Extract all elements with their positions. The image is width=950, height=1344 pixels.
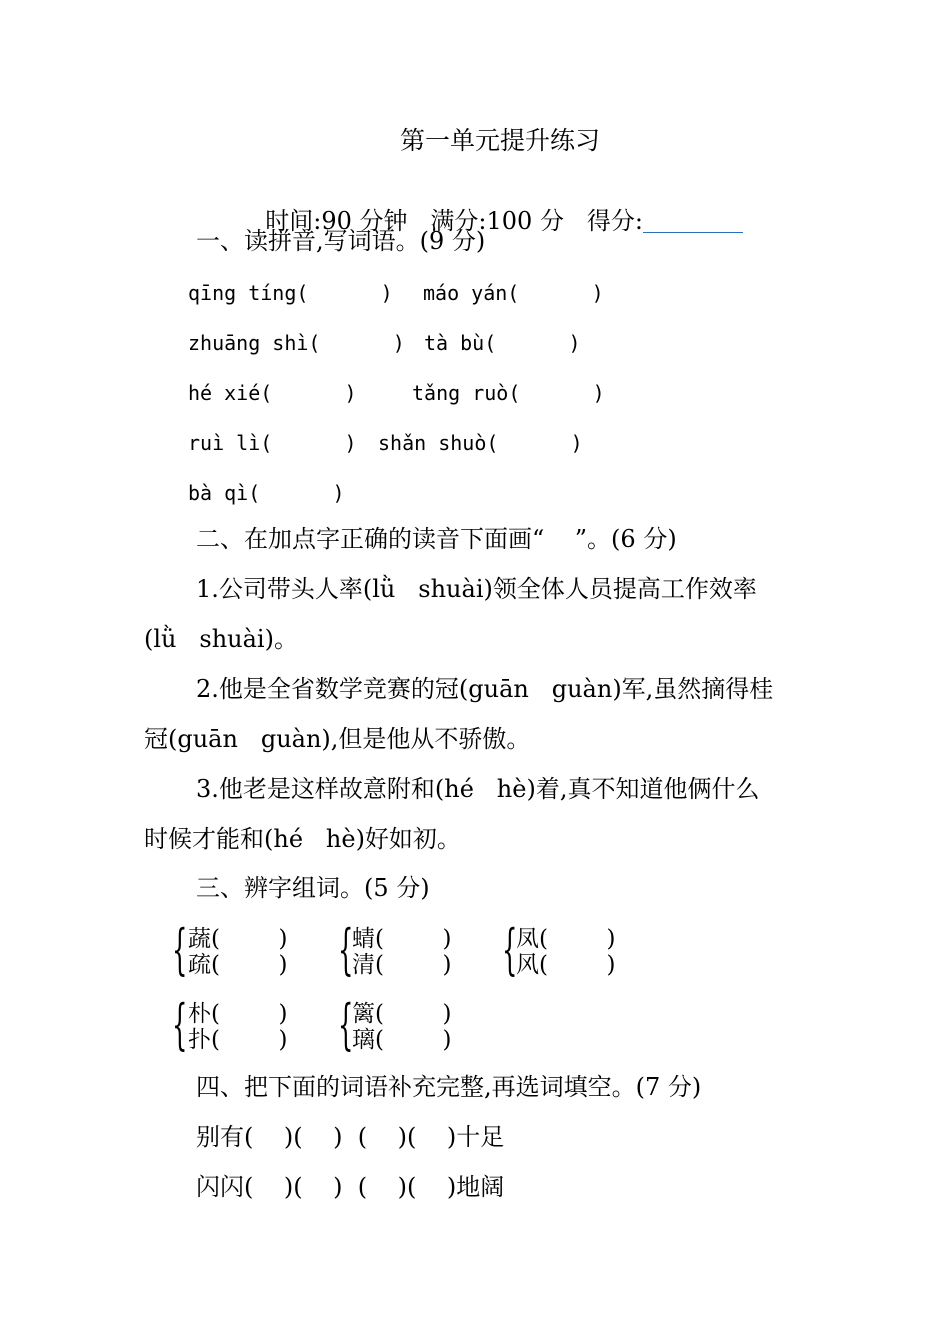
char-item: 风( ) [516,952,616,978]
section-1-heading: 一、读拼音,写词语。(9 分) [196,227,486,255]
char-item: 清( ) [352,952,452,978]
idiom-row: 闪闪( )( ) ( )( )地阔 [196,1173,505,1201]
brace-icon: { [338,993,354,1056]
pinyin-item: hé xié( ) [188,381,357,405]
pinyin-item: máo yán( ) [423,281,604,305]
score-blank[interactable] [643,208,743,233]
pinyin-item: zhuāng shì( ) [188,331,405,355]
char-item: 蜻( ) [352,926,452,952]
pinyin-item: tà bù( ) [424,331,581,355]
char-item: 疏( ) [188,952,288,978]
section-2-heading: 二、在加点字正确的读音下面画“ ”。(6 分) [196,525,677,553]
char-item: 篱( ) [352,1001,452,1027]
time-limit: 时间:90 分钟 [265,207,408,235]
section-4-heading: 四、把下面的词语补充完整,再选词填空。(7 分) [196,1073,702,1101]
brace-icon: { [172,918,188,981]
brace-icon: { [502,918,518,981]
question-line: 时候才能和(hé hè)好如初。 [144,825,461,853]
page-title: 第一单元提升练习 [399,126,600,155]
char-item: 蔬( ) [188,926,288,952]
question-line: (lǜ shuài)。 [144,625,298,653]
question-line: 3.他老是这样故意附和(hé hè)着,真不知道他俩什么 [196,775,760,803]
pinyin-item: shǎn shuò( ) [378,431,583,455]
char-item: 璃( ) [352,1027,452,1053]
char-item: 凤( ) [516,926,616,952]
pinyin-item: qīng tíng( ) [188,281,393,305]
pinyin-item: tǎng ruò( ) [412,381,605,405]
question-line: 2.他是全省数学竞赛的冠(guān guàn)军,虽然摘得桂 [196,675,774,703]
brace-icon: { [172,993,188,1056]
score-label: 得分: [586,207,643,235]
section-3-heading: 三、辨字组词。(5 分) [196,874,430,902]
question-line: 冠(guān guàn),但是他从不骄傲。 [144,725,531,753]
char-item: 扑( ) [188,1027,288,1053]
pinyin-item: ruì lì( ) [188,431,357,455]
char-item: 朴( ) [188,1001,288,1027]
brace-icon: { [338,918,354,981]
full-score: 满分:100 分 [430,207,564,235]
idiom-row: 别有( )( ) ( )( )十足 [196,1123,505,1151]
pinyin-item: bà qì( ) [188,481,345,505]
question-line: 1.公司带头人率(lǜ shuài)领全体人员提高工作效率 [196,575,757,603]
